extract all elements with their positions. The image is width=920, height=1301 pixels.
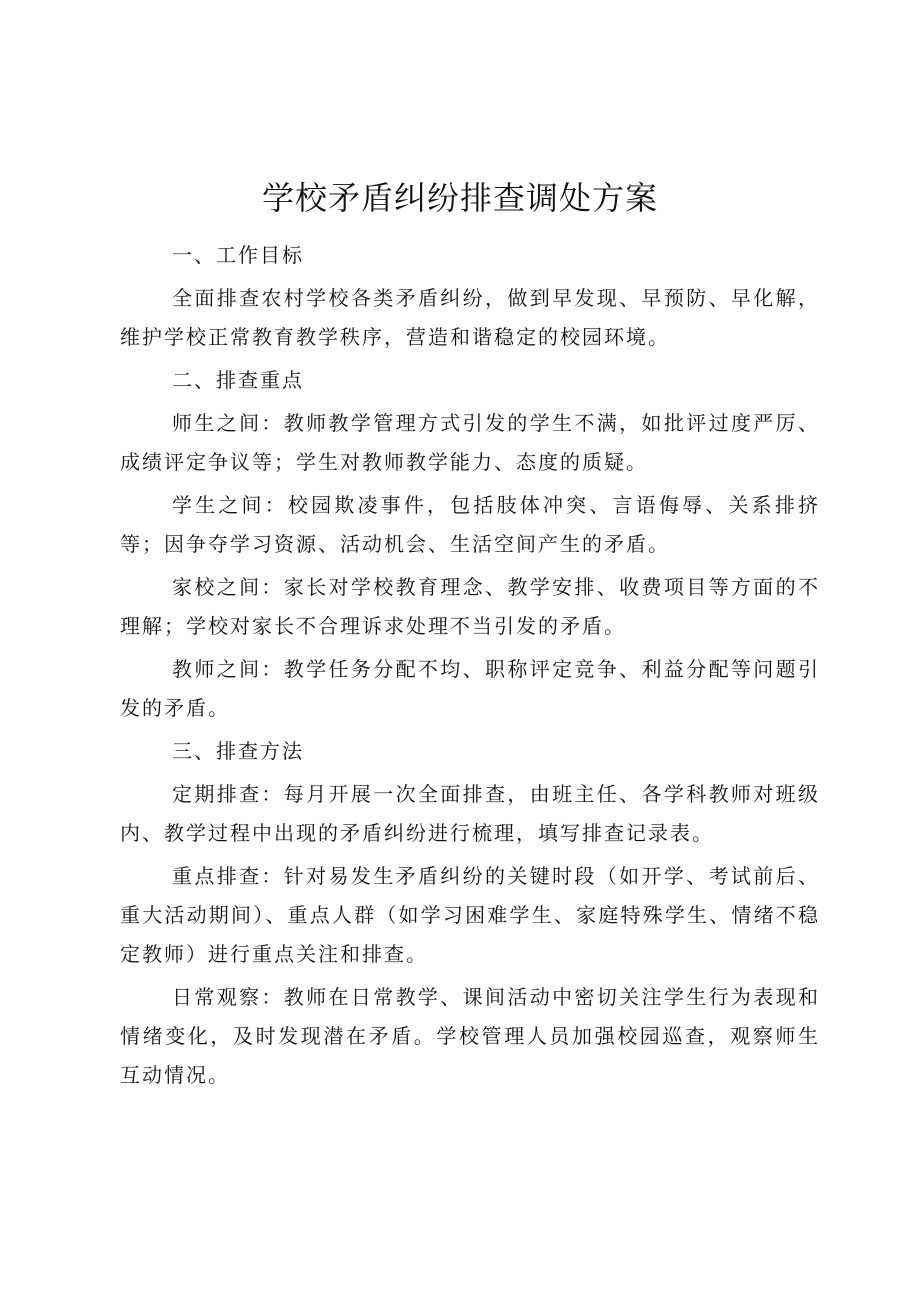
document-title: 学校矛盾纠纷排查调处方案 [261, 179, 658, 217]
paragraph-work-goal: 全面排查农村学校各类矛盾纠纷，做到早发现、早预防、早化解，维护学校正常教育教学秩序，营造和谐稳定的校园环境。 [120, 286, 820, 349]
paragraph-key-check: 重点排查：针对易发生矛盾纠纷的关键时段（如开学、考试前后、重大活动期间）、重点人群（如学习困难学生、家庭特殊学生、情绪不稳定教师）进行重点关注和排查。 [120, 864, 820, 966]
paragraph-daily-observation: 日常观察：教师在日常教学、课间活动中密切关注学生行为表现和情绪变化，及时发现潜在矛盾。学校管理人员加强校园巡查，观察师生互动情况。 [120, 985, 820, 1087]
paragraph-student-student: 学生之间：校园欺凌事件，包括肢体冲突、言语侮辱、关系排挤等；因争夺学习资源、活动机会、生活空间产生的矛盾。 [120, 493, 820, 556]
section-heading-work-goal: 一、工作目标 [172, 243, 304, 267]
paragraph-teacher-student: 师生之间：教师教学管理方式引发的学生不满，如批评过度严厉、成绩评定争议等；学生对教师教学能力、态度的质疑。 [120, 411, 820, 474]
section-heading-methods: 三、排查方法 [172, 739, 304, 763]
paragraph-home-school: 家校之间：家长对学校教育理念、教学安排、收费项目等方面的不理解；学校对家长不合理诉求处理不当引发的矛盾。 [120, 575, 820, 638]
section-heading-key-points: 二、排查重点 [172, 368, 304, 392]
paragraph-teacher-teacher: 教师之间：教学任务分配不均、职称评定竞争、利益分配等问题引发的矛盾。 [120, 657, 820, 720]
paragraph-regular-check: 定期排查：每月开展一次全面排查，由班主任、各学科教师对班级内、教学过程中出现的矛盾纠纷进行梳理，填写排查记录表。 [120, 782, 820, 845]
document-body [120, 236, 820, 1099]
